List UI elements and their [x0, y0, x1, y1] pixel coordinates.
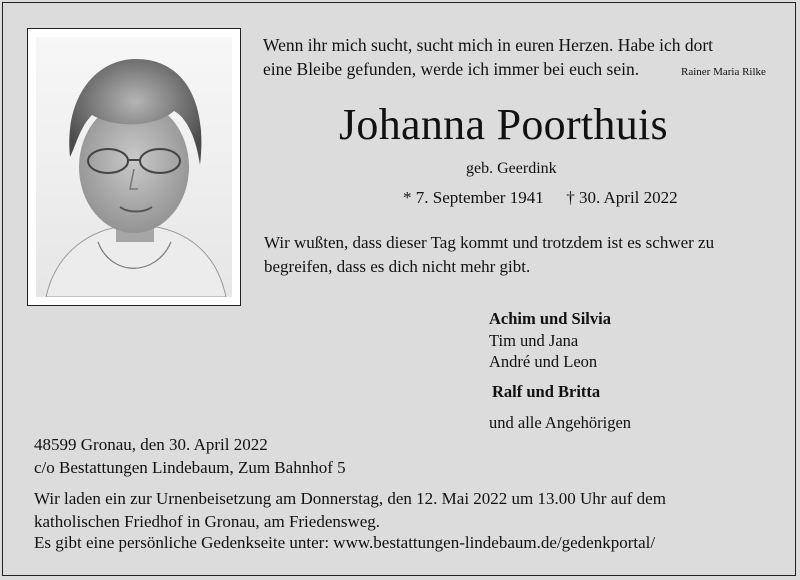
mourner-family-2: Ralf und Britta: [492, 382, 601, 401]
grief-message-line-1: Wir wußten, dass dieser Tag kommt und trotzdem ist es schwer zu: [264, 233, 715, 252]
grief-message: [264, 231, 714, 279]
obituary-card: [2, 2, 796, 576]
mourner-family-1-children-2: André und Leon: [489, 352, 598, 371]
birth-date: * 7. September 1941: [403, 188, 544, 207]
quote-line-1: Wenn ihr mich sucht, sucht mich in euren Herzen. Habe ich dort: [263, 35, 714, 55]
rilke-quote: [263, 33, 713, 81]
maiden-name: geb. Geerdink: [466, 160, 557, 177]
mourner-family-1: Achim und Silvia: [489, 309, 611, 328]
deceased-name: Johanna Poorthuis: [339, 100, 668, 149]
quote-author: Rainer Maria Rilke: [681, 66, 766, 78]
portrait-photo: [36, 37, 232, 297]
quote-line-2: eine Bleibe gefunden, werde ich immer bei euch sein.: [263, 59, 640, 79]
portrait-frame: [27, 28, 241, 306]
memorial-portal-link[interactable]: Es gibt eine persönliche Gedenkseite unter: www.bestattungen-lindebaum.de/gedenkportal/: [34, 533, 656, 552]
burial-invitation: [34, 487, 666, 533]
life-dates: [403, 188, 678, 208]
mourner-family-1-children-1: Tim und Jana: [489, 331, 579, 350]
grief-message-line-2: begreifen, dass es dich nicht mehr gibt.: [264, 257, 531, 276]
funeral-home-address: c/o Bestattungen Lindebaum, Zum Bahnhof 5: [34, 458, 346, 477]
burial-invitation-line-1: Wir laden ein zur Urnenbeisetzung am Donnerstag, den 12. Mai 2022 um 13.00 Uhr auf dem: [34, 489, 666, 508]
place-and-date: 48599 Gronau, den 30. April 2022: [34, 435, 268, 454]
death-date: † 30. April 2022: [566, 188, 678, 207]
portrait-illustration: [36, 37, 232, 297]
mourner-others: und alle Angehörigen: [489, 413, 632, 432]
burial-invitation-line-2: katholischen Friedhof in Gronau, am Friedensweg.: [34, 512, 381, 531]
